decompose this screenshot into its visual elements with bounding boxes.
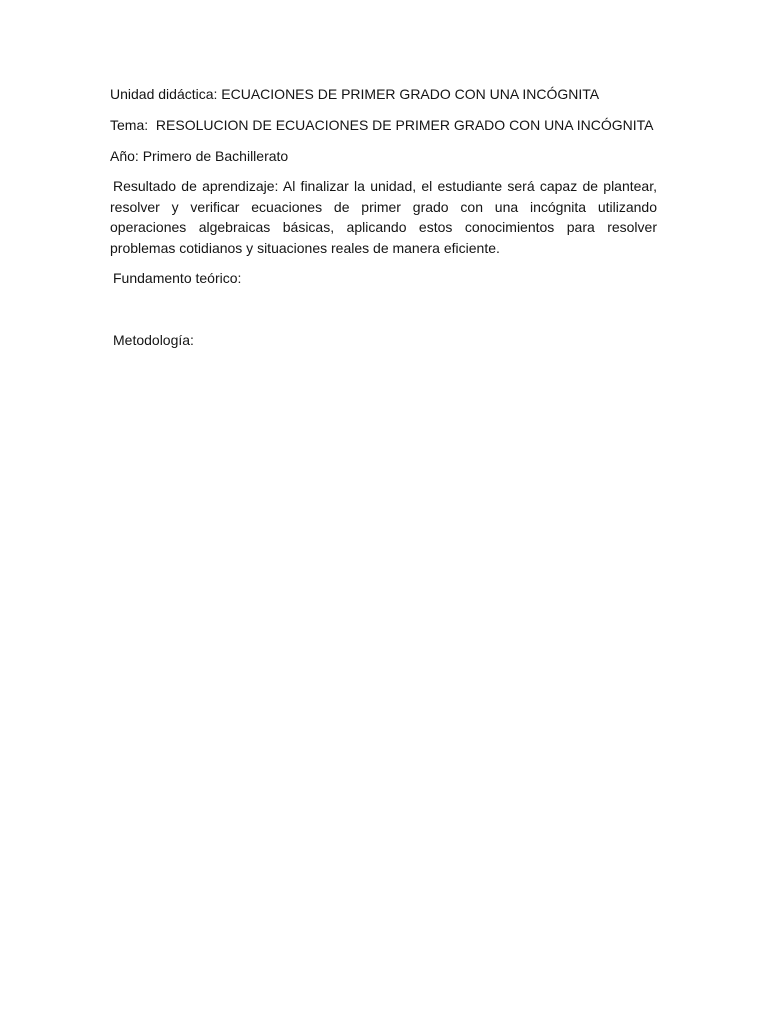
anio-line: Año: Primero de Bachillerato xyxy=(110,147,289,164)
resultado-aprendizaje-paragraph: Resultado de aprendizaje: Al finalizar la unidad, el estudiante será capaz de plantear, resolver y verificar ecuaciones de primer grado con una incógnita utilizando operaciones algebraicas básicas, aplicando estos conocimientos para resolver problemas cotidianos y situaciones reales de manera eficiente. xyxy=(110,178,661,256)
unidad-didactica-line: Unidad didáctica: ECUACIONES DE PRIMER GRADO CON UNA INCÓGNITA xyxy=(110,86,600,102)
metodologia-heading: Metodología: xyxy=(113,331,194,348)
document-page xyxy=(110,84,661,361)
tema-line: Tema: RESOLUCION DE ECUACIONES DE PRIMER GRADO CON UNA INCÓGNITA xyxy=(110,116,654,133)
fundamento-teorico-heading: Fundamento teórico: xyxy=(113,270,242,287)
empty-paragraph xyxy=(110,299,657,319)
